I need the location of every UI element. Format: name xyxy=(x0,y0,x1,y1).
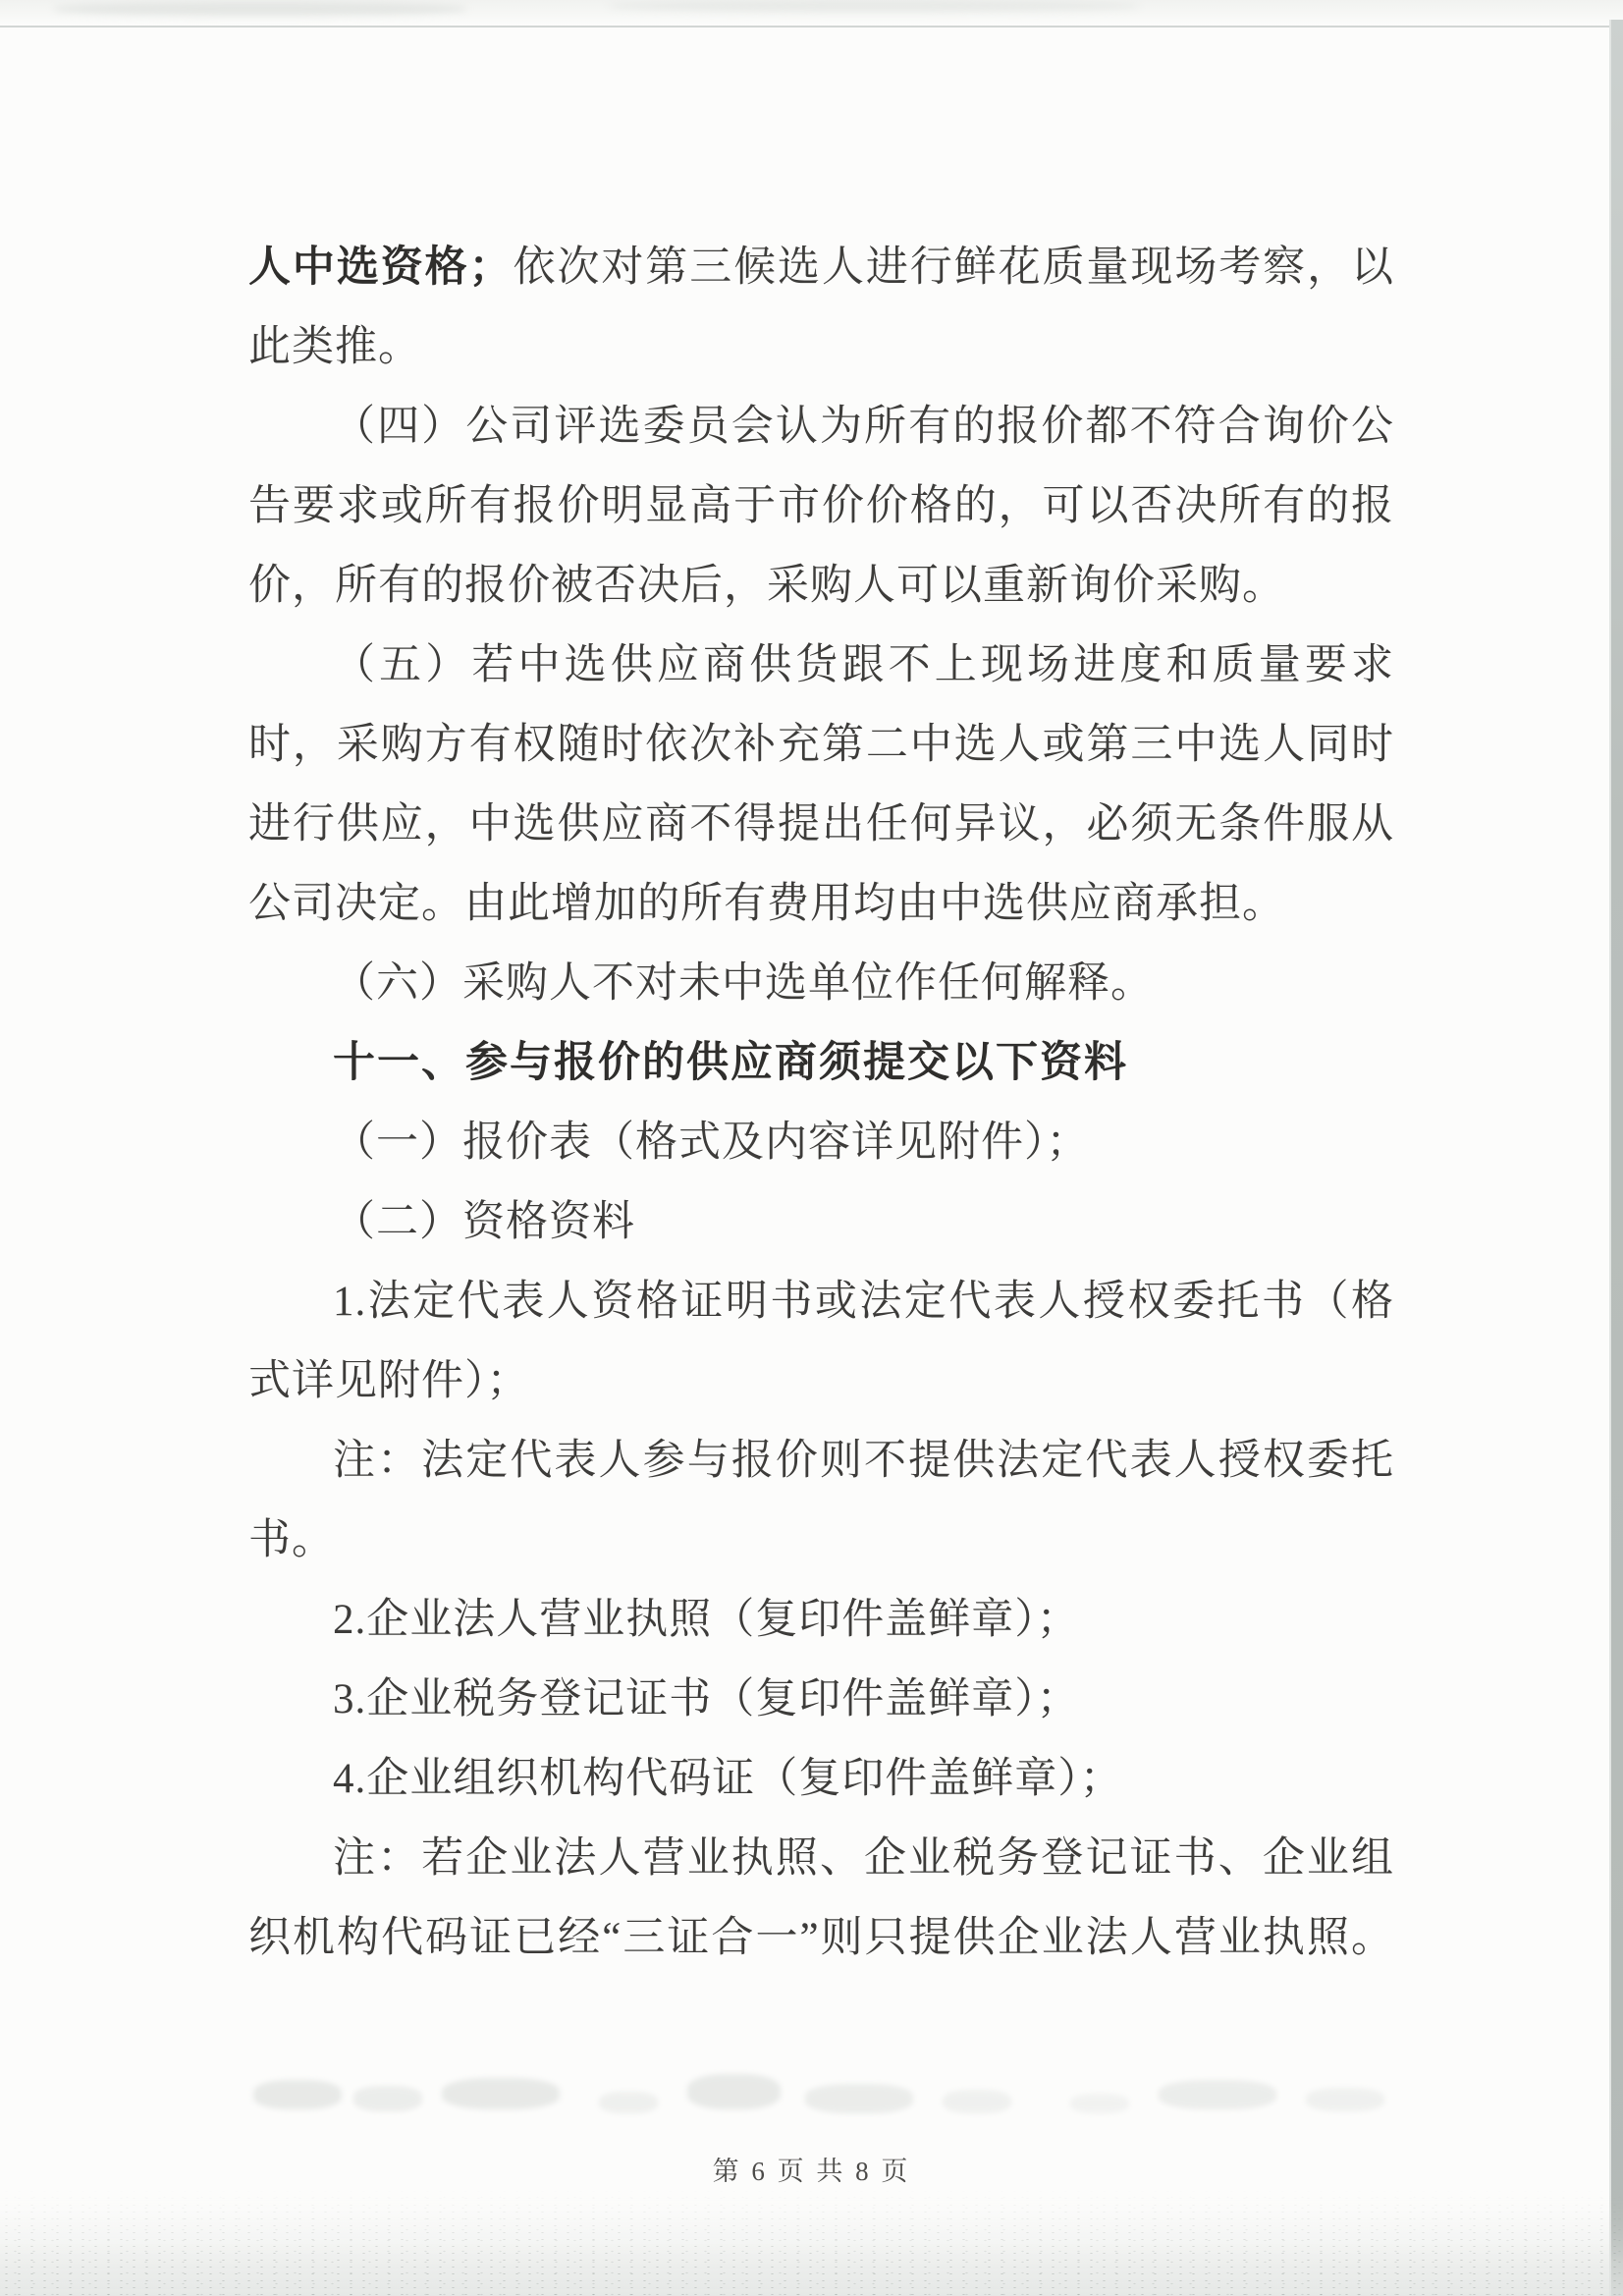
bleedthrough-mark xyxy=(1159,2080,1276,2109)
bleedthrough-mark xyxy=(253,2080,342,2109)
text-run: 4.企业组织机构代码证（复印件盖鲜章）； xyxy=(333,1756,1123,1802)
document-line xyxy=(248,228,1394,307)
scan-artifact-top-band xyxy=(0,0,1623,27)
bleedthrough-mark xyxy=(1306,2088,1384,2111)
document-line xyxy=(248,1660,1394,1739)
document-line xyxy=(248,1103,1394,1182)
document-line xyxy=(248,1580,1394,1660)
document-line xyxy=(248,466,1394,546)
text-run: 注：法定代表人参与报价则不提供法定代表人授权委托 xyxy=(333,1438,1394,1484)
text-run: 人中选资格； xyxy=(248,245,513,291)
text-run: 进行供应，中选供应商不得提出任何异议，必须无条件服从 xyxy=(248,801,1394,847)
text-run: 3.企业税务登记证书（复印件盖鲜章）； xyxy=(333,1676,1080,1722)
text-run: 式详见附件）； xyxy=(248,1358,530,1404)
document-line xyxy=(248,864,1394,944)
scan-artifact-right-band xyxy=(1609,20,1623,2296)
bleedthrough-mark xyxy=(687,2074,781,2109)
bleedthrough-mark xyxy=(599,2092,658,2113)
text-run: 织机构代码证已经“三证合一”则只提供企业法人营业执照。 xyxy=(248,1915,1394,1961)
text-run: 公司决定。由此增加的所有费用均由中选供应商承担。 xyxy=(248,881,1285,927)
bleedthrough-mark xyxy=(943,2090,1011,2113)
document-line xyxy=(248,1739,1394,1819)
text-run: 告要求或所有报价明显高于市价价格的，可以否决所有的报 xyxy=(248,483,1394,529)
document-body xyxy=(248,228,1394,1978)
document-line xyxy=(248,626,1394,705)
document-line xyxy=(248,705,1394,785)
document-line xyxy=(248,944,1394,1023)
text-run: （六）采购人不对未中选单位作任何解释。 xyxy=(333,960,1154,1007)
text-run: 1.法定代表人资格证明书或法定代表人授权委托书（格 xyxy=(333,1279,1394,1325)
text-run: （五）若中选供应商供货跟不上现场进度和质量要求 xyxy=(333,642,1394,688)
text-run: 2.企业法人营业执照（复印件盖鲜章）； xyxy=(333,1597,1080,1643)
bleedthrough-mark xyxy=(442,2078,560,2109)
document-line xyxy=(248,1341,1394,1421)
document-line xyxy=(248,387,1394,466)
document-line xyxy=(248,1262,1394,1341)
document-line xyxy=(248,1819,1394,1898)
text-run: 注：若企业法人营业执照、企业税务登记证书、企业组 xyxy=(333,1835,1394,1882)
scan-artifact-bottom-noise xyxy=(0,2188,1623,2296)
page-footer xyxy=(0,2154,1623,2189)
document-line xyxy=(248,1501,1394,1580)
text-run: （二）资格资料 xyxy=(333,1199,635,1245)
section-heading xyxy=(248,1023,1394,1103)
document-line xyxy=(248,1182,1394,1262)
text-run: 时，采购方有权随时依次补充第二中选人或第三中选人同时 xyxy=(248,722,1394,768)
bleedthrough-mark xyxy=(353,2086,422,2111)
document-line xyxy=(248,1421,1394,1501)
scan-artifact-smudge xyxy=(54,2,466,16)
page-number-text: 第 6 页 共 8 页 xyxy=(712,2157,911,2186)
document-line xyxy=(248,546,1394,626)
document-line xyxy=(248,307,1394,387)
text-run: 价，所有的报价被否决后，采购人可以重新询价采购。 xyxy=(248,563,1285,609)
text-run: 依次对第三候选人进行鲜花质量现场考察，以 xyxy=(512,245,1395,291)
document-line xyxy=(248,785,1394,864)
document-line xyxy=(248,1898,1394,1978)
bleedthrough-mark xyxy=(1070,2094,1129,2113)
text-run: 十一、参与报价的供应商须提交以下资料 xyxy=(333,1040,1128,1086)
bleedthrough-mark xyxy=(805,2084,913,2113)
text-run: （四）公司评选委员会认为所有的报价都不符合询价公 xyxy=(333,404,1394,450)
scan-artifact-smudge xyxy=(609,0,1139,12)
text-run: 此类推。 xyxy=(248,324,421,370)
text-run: （一）报价表（格式及内容详见附件）； xyxy=(333,1120,1090,1166)
text-run: 书。 xyxy=(248,1517,335,1563)
